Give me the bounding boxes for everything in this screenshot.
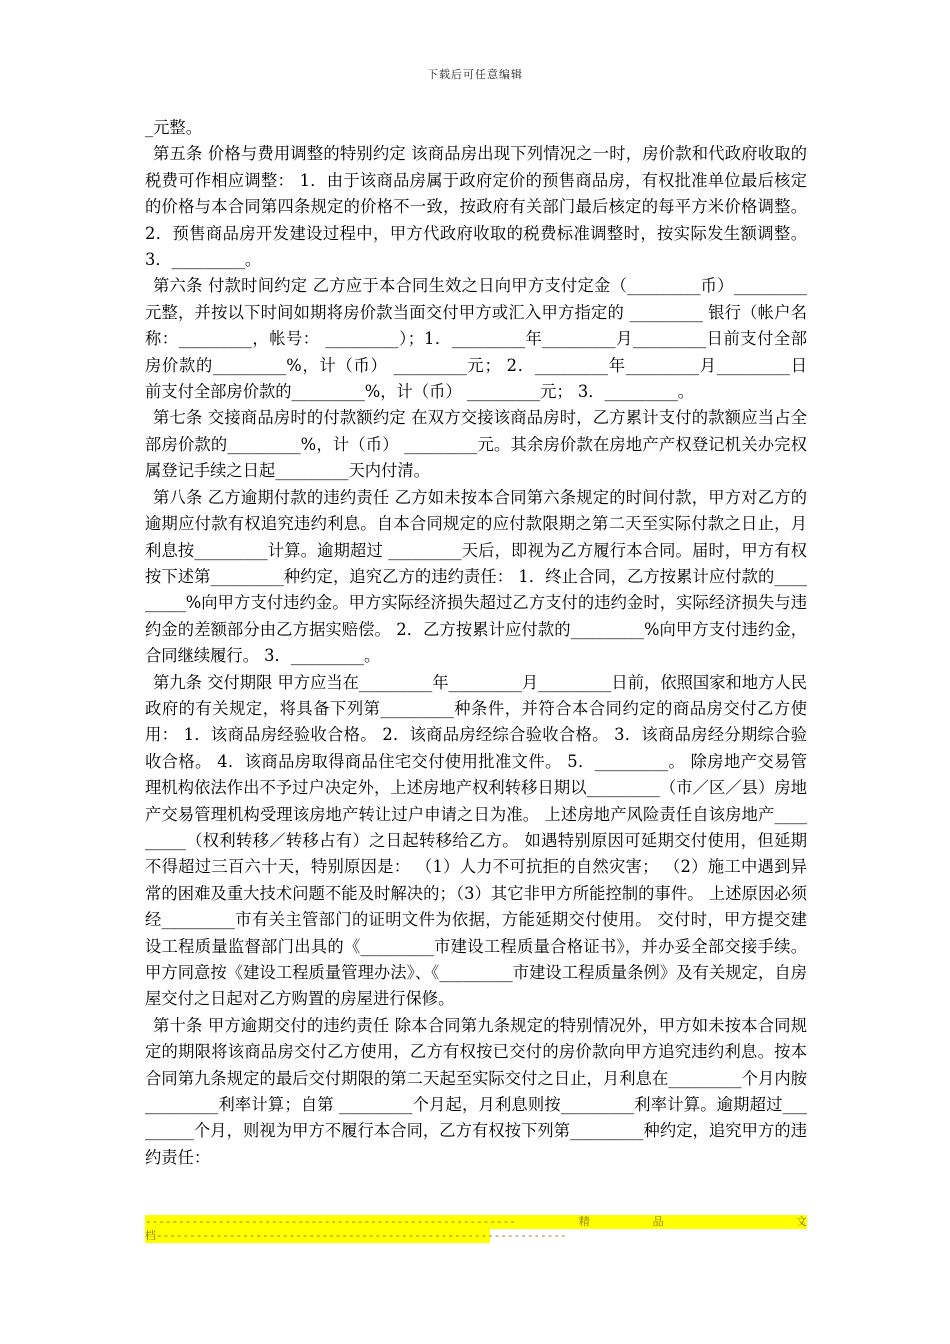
footer-dashes: -------------------------------------------------------- — [145, 1215, 516, 1228]
article-7: 第七条 交接商品房时的付款额约定 在双方交接该商品房时，乙方累计支付的款额应当占全部房价款的_________%，计（币） _________元。其余房价款在房地产产权登记机关办完权属登记手续之日起_________天内付清。 — [145, 408, 807, 481]
footer-word: 文 — [796, 1215, 807, 1228]
footer-word: 精 — [578, 1215, 590, 1228]
footer-line-1 — [145, 1215, 807, 1229]
article-9: 第九条 交付期限 甲方应当在_________年_________月_________日前，依照国家和地方人民政府的有关规定，将具备下列第_________种条件，并符合本合同约定的商品房交付乙方使用： 1．该商品房经验收合格。 2．该商品房经综合验收合格。 3．该商品房经分期综合验收合格。 4．该商品房取得商品住宅交付使用批准文件。 5．_________。 除房地产交易管理机构依法作出不予过户决定外，上述房地产权利转移日期以_________（市／区／县）房地产交易管理机构受理该房地产转让过户申请之日为准。 上述房地产风险责任自该房地产_________（权利转移／转移占有）之日起转移给乙方。 如遇特别原因可延期交付使用，但延期不得超过三百六十天，特别原因是： （1）人力不可抗拒的自然灾害； （2）施工中遇到异常的困难及重大技术问题不能及时解决的；（3）其它非甲方所能控制的事件。 上述原因必须经_________市有关主管部门的证明文件为依据，方能延期交付使用。 交付时，甲方提交建设工程质量监督部门出具的《_________市建设工程质量合格证书》，并办妥全部交接手续。甲方同意按《建设工程质量管理办法》、《_________市建设工程质量条例》及有关规定，自房屋交付之日起对乙方购置的房屋进行保修。 — [145, 672, 807, 1009]
footer-line-2: 档-------------------------------------------------------------- — [145, 1229, 567, 1242]
footer-spacer — [727, 1215, 734, 1229]
article-6: 第六条 付款时间约定 乙方应于本合同生效之日向甲方支付定金（_________币）_________元整，并按以下时间如期将房价款当面交付甲方或汇入甲方指定的 _________ 银行（帐户名称：_________，帐号： _________）；1．_________年_________月_________日前支付全部房价款的_________%，计（币） _________元； 2．_________年_________月_________日前支付全部房价款的_________%，计（币） _________元； 3．_________。 — [145, 276, 807, 402]
page-header: 下载后可任意编辑 — [427, 68, 523, 81]
article-10: 第十条 甲方逾期交付的违约责任 除本合同第九条规定的特别情况外，甲方如未按本合同规定的期限将该商品房交付乙方使用，乙方有权按已交付的房价款向甲方追究违约利息。按本合同第九条规定的最后交付期限的第二天起至实际交付之日止，月利息在_________个月内胺_________利率计算；自第 _________个月起，月利息则按_________利率计算。逾期超过_________个月，则视为甲方不履行本合同，乙方有权按下列第_________种约定，追究甲方的违约责任： — [145, 1015, 807, 1167]
paragraph-fragment: _元整。 — [145, 118, 202, 137]
footer-word: 品 — [652, 1215, 664, 1228]
article-5: 第五条 价格与费用调整的特别约定 该商品房出现下列情况之一时，房价款和代政府收取的税费可作相应调整： 1．由于该商品房属于政府定价的预售商品房，有权批准单位最后核定的价格与本合同第四条规定的价格不一致，按政府有关部门最后核定的每平方米价格调整。 2．预售商品房开发建设过程中，甲方代政府收取的税费标准调整时，按实际发生额调整。 3．_________。 — [145, 144, 807, 270]
footer-watermark — [145, 1215, 807, 1243]
document-body — [145, 115, 807, 1171]
article-8: 第八条 乙方逾期付款的违约责任 乙方如未按本合同第六条规定的时间付款，甲方对乙方的逾期应付款有权追究违约利息。自本合同规定的应付款限期之第二天至实际付款之日止，月利息按_________计算。逾期超过 _________天后，即视为乙方履行本合同。届时，甲方有权按下述第_________种约定，追究乙方的违约责任： 1．终止合同，乙方按累计应付款的_________%向甲方支付违约金。甲方实际经济损失超过乙方支付的违约金时，实际经济损失与违约金的差额部分由乙方据实赔偿。 2．乙方按累计应付款的_________%向甲方支付违约金，合同继续履行。 3．_________。 — [145, 487, 807, 666]
